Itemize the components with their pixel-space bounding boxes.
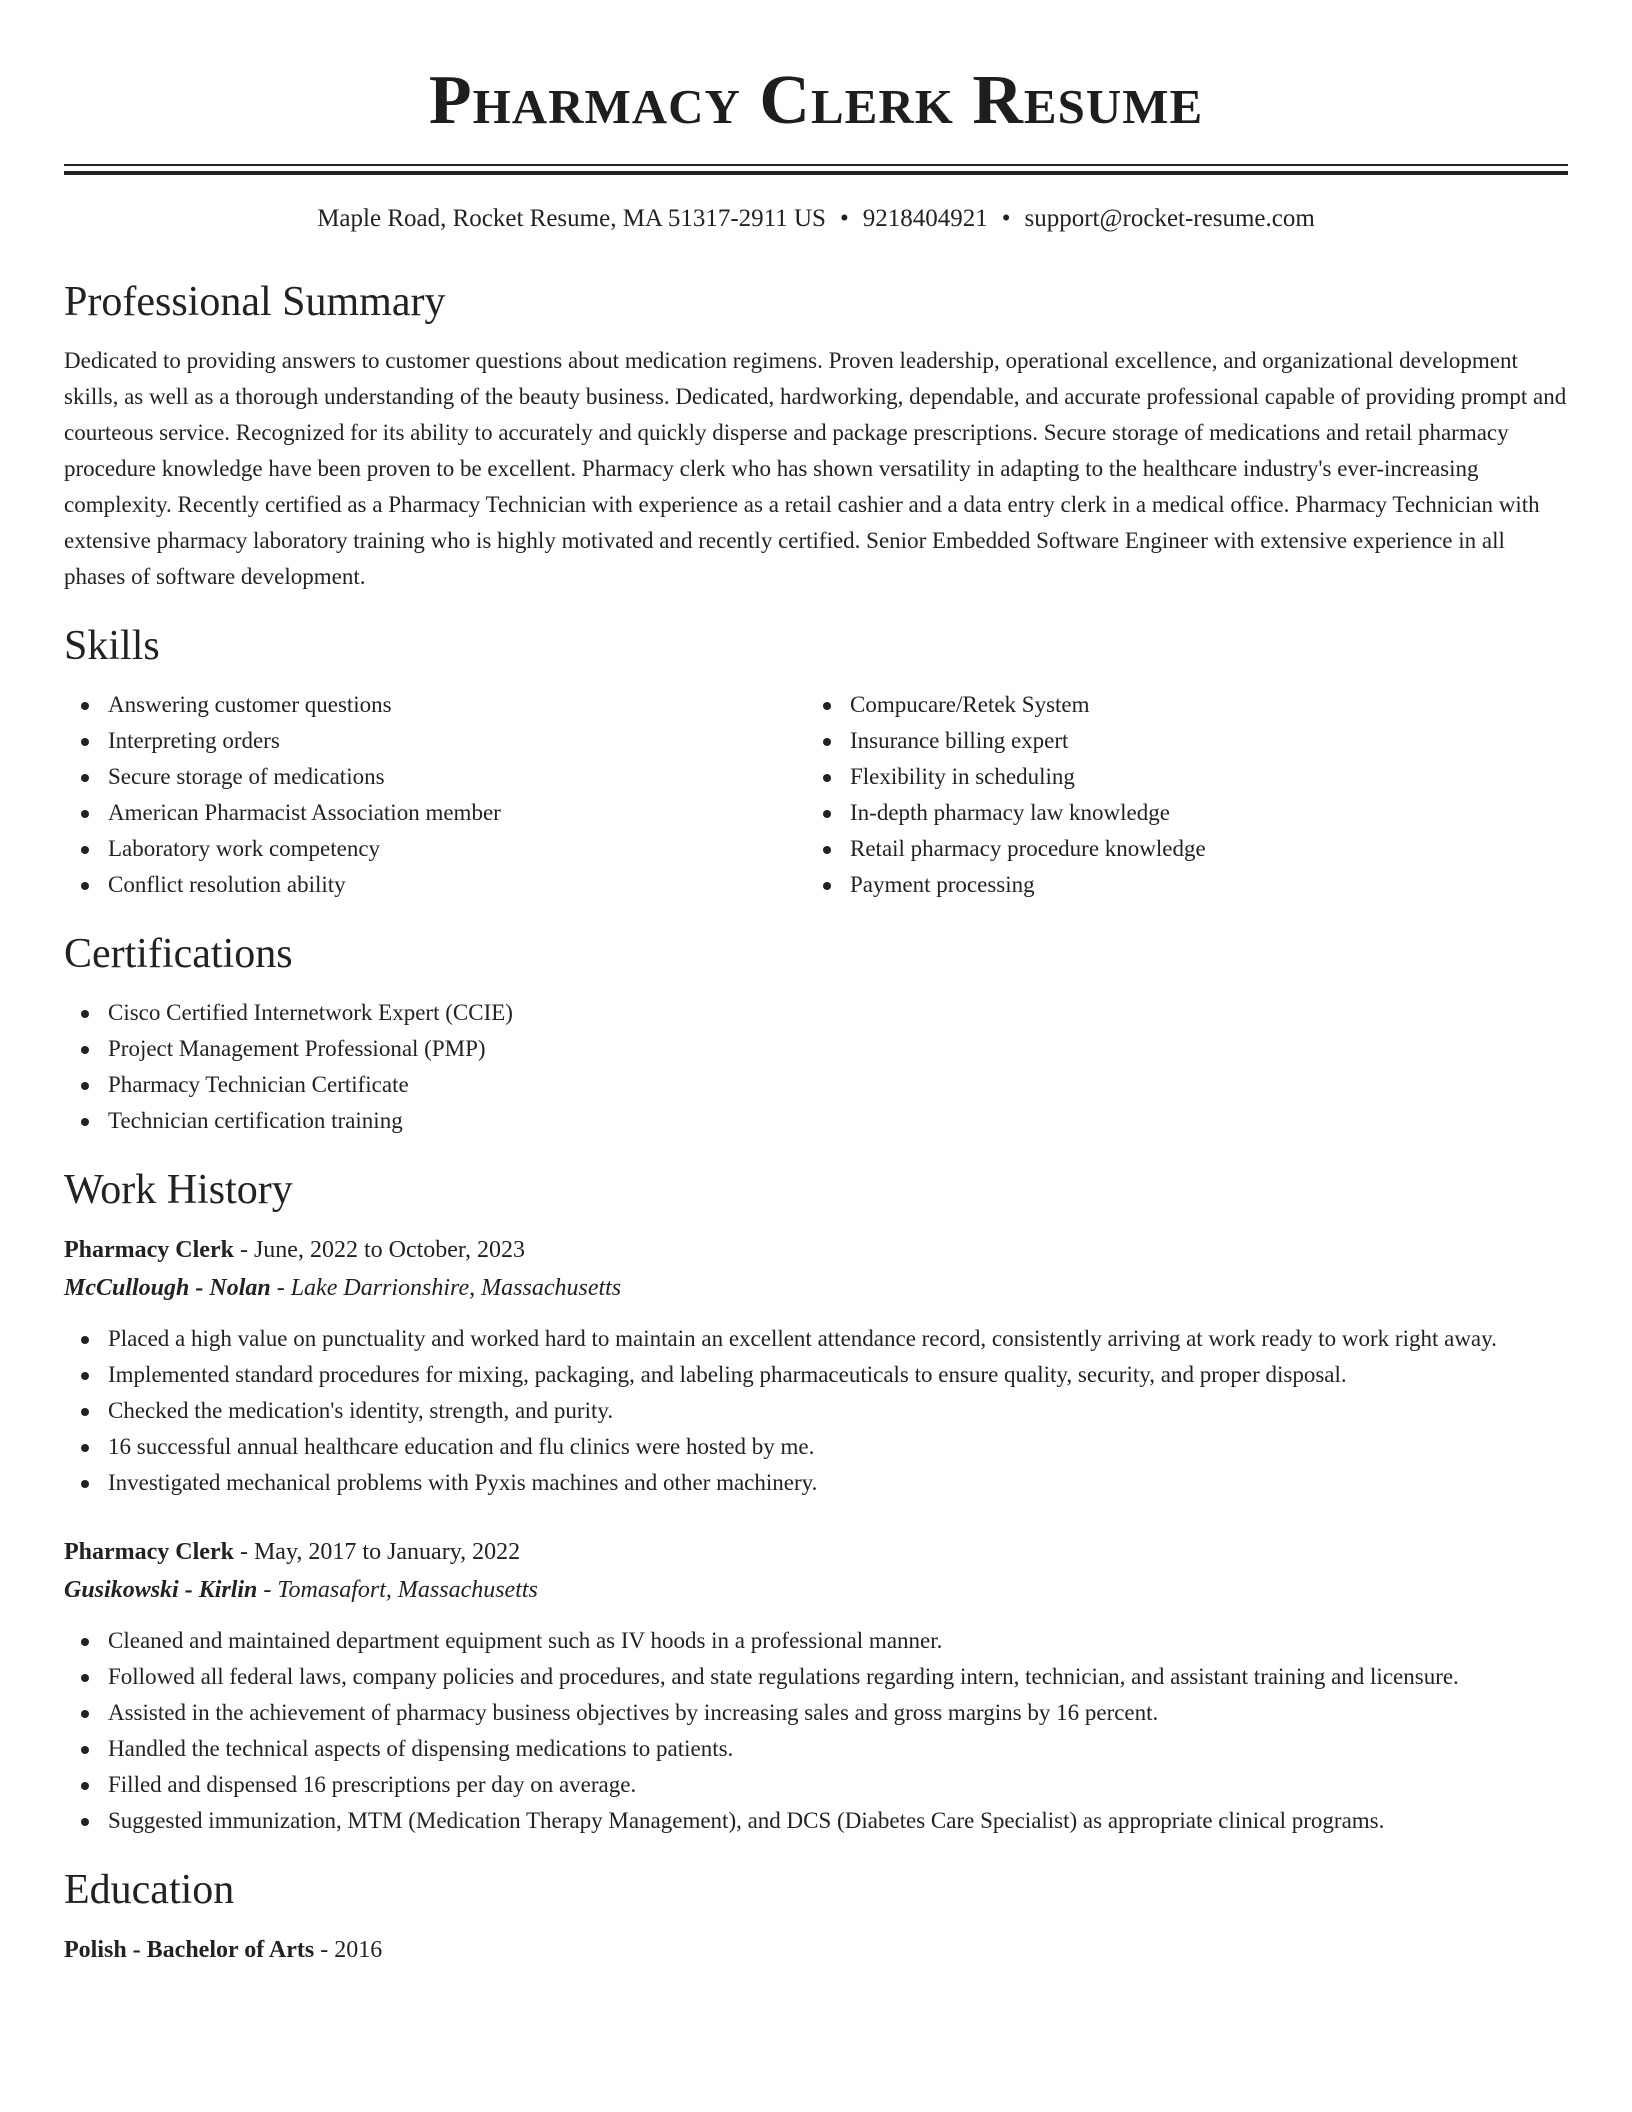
job-duty-item: Assisted in the achievement of pharmacy business objectives by increasing sales and gross margins by 16 percent. — [64, 1695, 1568, 1731]
skill-item: Insurance billing expert — [806, 723, 1548, 759]
skills-columns — [64, 687, 1568, 903]
certification-item: Cisco Certified Internetwork Expert (CCIE) — [64, 995, 1568, 1031]
skill-item: Secure storage of medications — [64, 759, 806, 795]
job-duty-item: Placed a high value on punctuality and worked hard to maintain an excellent attendance record, consistently arriving at work ready to work right away. — [64, 1321, 1568, 1357]
skill-item: American Pharmacist Association member — [64, 795, 806, 831]
job-role: Pharmacy Clerk — [64, 1539, 234, 1565]
summary-text: Dedicated to providing answers to customer questions about medication regimens. Proven leadership, operational excellence, and organizational development skills, as well as a thorough understanding of the beauty business. Dedicated, hardworking, dependable, and accurate professional capable of providing prompt and courteous service. Recognized for its ability to accurately and quickly disperse and package prescriptions. Secure storage of medications and retail pharmacy procedure knowledge have been proven to be excellent. Pharmacy clerk who has shown versatility in adapting to the healthcare industry's ever-increasing complexity. Recently certified as a Pharmacy Technician with experience as a retail cashier and a data entry clerk in a medical office. Pharmacy Technician with extensive pharmacy laboratory training who is highly motivated and recently certified. Senior Embedded Software Engineer with extensive experience in all phases of software development. — [64, 348, 1567, 589]
job-company: Gusikowski - Kirlin — [64, 1577, 258, 1603]
skill-item: Interpreting orders — [64, 723, 806, 759]
skill-item: Laboratory work competency — [64, 831, 806, 867]
job-role: Pharmacy Clerk — [64, 1237, 234, 1263]
job-duty-item: Checked the medication's identity, strength, and purity. — [64, 1393, 1568, 1429]
job-title-line — [64, 1231, 1568, 1269]
job-duty-item: Suggested immunization, MTM (Medication Therapy Management), and DCS (Diabetes Care Specialist) as appropriate clinical programs. — [64, 1803, 1568, 1839]
job-duty-item: Investigated mechanical problems with Pyxis machines and other machinery. — [64, 1465, 1568, 1501]
work-history-heading: Work History — [64, 1167, 293, 1213]
job-duty-item: Cleaned and maintained department equipment such as IV hoods in a professional manner. — [64, 1623, 1568, 1659]
skills-list-left — [64, 687, 806, 903]
job-employer-line — [64, 1269, 1568, 1307]
skill-item: Conflict resolution ability — [64, 867, 806, 903]
contact-phone: 9218404921 — [862, 205, 988, 232]
job-title-line — [64, 1533, 1568, 1571]
education-entry — [64, 1931, 1568, 1969]
job-duties-list — [64, 1321, 1568, 1501]
job-entry — [64, 1231, 1568, 1501]
job-duty-item: Filled and dispensed 16 prescriptions per day on average. — [64, 1767, 1568, 1803]
skills-heading: Skills — [64, 623, 160, 669]
certifications-list — [64, 995, 1568, 1139]
education-year: - 2016 — [314, 1937, 383, 1963]
resume-page — [64, 0, 1568, 1969]
contact-line — [64, 203, 1568, 235]
job-company: McCullough - Nolan — [64, 1275, 271, 1301]
certifications-heading: Certifications — [64, 931, 293, 977]
job-location: - Lake Darrionshire, Massachusetts — [270, 1275, 622, 1301]
certification-item: Pharmacy Technician Certificate — [64, 1067, 1568, 1103]
contact-email: support@rocket-resume.com — [1024, 205, 1315, 232]
job-dates: - May, 2017 to January, 2022 — [233, 1539, 521, 1565]
skill-item: Flexibility in scheduling — [806, 759, 1548, 795]
certification-item: Project Management Professional (PMP) — [64, 1031, 1568, 1067]
divider-thick-line — [64, 171, 1568, 175]
job-dates: - June, 2022 to October, 2023 — [233, 1237, 525, 1263]
skill-item: In-depth pharmacy law knowledge — [806, 795, 1548, 831]
job-duty-item: 16 successful annual healthcare education and flu clinics were hosted by me. — [64, 1429, 1568, 1465]
skill-item: Answering customer questions — [64, 687, 806, 723]
job-duty-item: Implemented standard procedures for mixing, packaging, and labeling pharmaceuticals to ensure quality, security, and proper disposal. — [64, 1357, 1568, 1393]
resume-title: Pharmacy Clerk Resume — [428, 62, 1204, 139]
job-entry — [64, 1533, 1568, 1839]
skill-item: Compucare/Retek System — [806, 687, 1548, 723]
job-location: - Tomasafort, Massachusetts — [257, 1577, 538, 1603]
skill-item: Retail pharmacy procedure knowledge — [806, 831, 1548, 867]
skill-item: Payment processing — [806, 867, 1548, 903]
contact-separator: • — [1001, 205, 1011, 232]
contact-separator: • — [839, 205, 849, 232]
job-duty-item: Followed all federal laws, company policies and procedures, and state regulations regarding intern, technician, and assistant training and licensure. — [64, 1659, 1568, 1695]
certification-item: Technician certification training — [64, 1103, 1568, 1139]
summary-heading: Professional Summary — [64, 279, 446, 325]
skills-list-right — [806, 687, 1548, 903]
job-employer-line — [64, 1571, 1568, 1609]
title-divider — [64, 164, 1568, 176]
job-duty-item: Handled the technical aspects of dispensing medications to patients. — [64, 1731, 1568, 1767]
contact-address: Maple Road, Rocket Resume, MA 51317-2911 US — [317, 205, 826, 232]
divider-thin-line — [64, 164, 1568, 166]
job-duties-list — [64, 1623, 1568, 1839]
education-degree: Polish - Bachelor of Arts — [64, 1937, 315, 1963]
education-heading: Education — [64, 1867, 235, 1913]
